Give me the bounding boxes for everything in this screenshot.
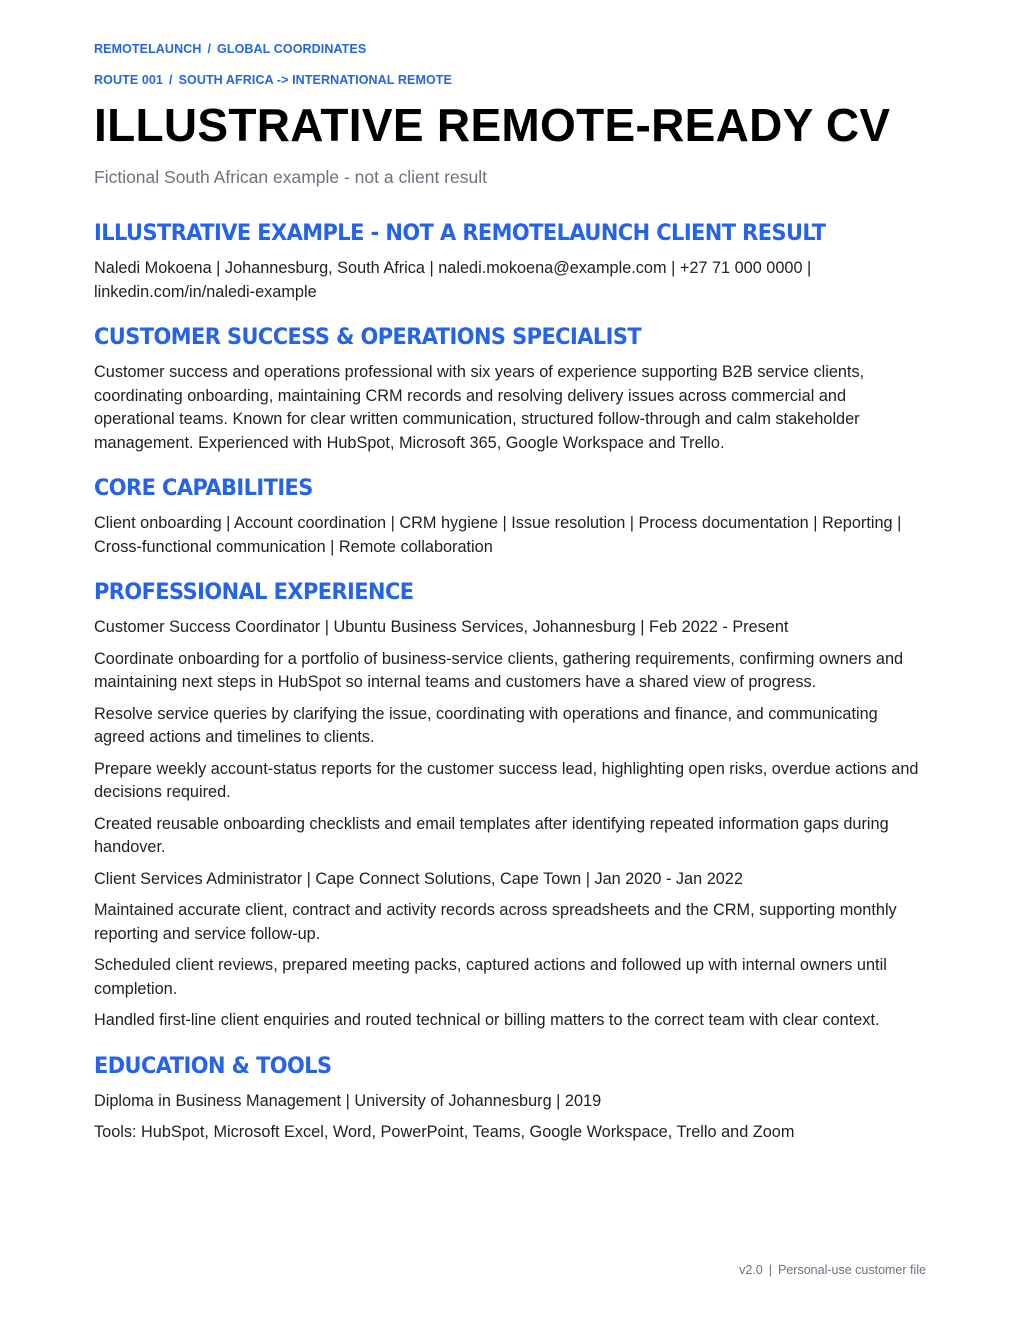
experience-bullet: Handled first-line client enquiries and routed technical or billing matters to the correct team with clear context. (94, 1011, 880, 1029)
job-title-line: Client Services Administrator | Cape Connect Solutions, Cape Town | Jan 2020 - Jan 2022 (94, 869, 743, 888)
profile-heading: CUSTOMER SUCCESS & OPERATIONS SPECIALIST (94, 324, 642, 350)
footer-separator: | (768, 1263, 773, 1277)
kicker-separator: / (207, 42, 212, 56)
experience-bullet: Resolve service queries by clarifying the issue, coordinating with operations and finance, and communicating agreed actions and timelines to clients. (94, 704, 878, 746)
version-label: v2.0 (739, 1263, 763, 1277)
profile-section (94, 322, 930, 455)
page-footer (739, 1263, 926, 1277)
page-title: ILLUSTRATIVE REMOTE-READY CV (94, 99, 891, 151)
profile-summary: Customer success and operations professional with six years of experience supporting B2B service clients, coordinating onboarding, maintaining CRM records and resolving delivery issues across commercial and operational teams. Known for clear written communication, structured follow-through and calm stakeholder management. Experienced with HubSpot, Microsoft 365, Google Workspace and Trello. (94, 363, 865, 452)
education-diploma: Diploma in Business Management | University of Johannesburg | 2019 (94, 1091, 602, 1110)
experience-bullet: Created reusable onboarding checklists and email templates after identifying repeated information gaps during handover. (94, 814, 889, 856)
notice-section (94, 218, 930, 304)
brand-name: REMOTELAUNCH (94, 42, 202, 56)
route-kicker (94, 73, 452, 87)
experience-heading: PROFESSIONAL EXPERIENCE (94, 579, 414, 605)
page-subtitle: Fictional South African example - not a client result (94, 167, 487, 187)
education-heading: EDUCATION & TOOLS (94, 1052, 332, 1079)
education-section (94, 1051, 930, 1145)
experience-bullet: Scheduled client reviews, prepared meeting packs, captured actions and followed up with internal owners until completion. (94, 956, 887, 998)
notice-heading: ILLUSTRATIVE EXAMPLE - NOT A REMOTELAUNCH CLIENT RESULT (94, 220, 826, 246)
tools-line: Tools: HubSpot, Microsoft Excel, Word, PowerPoint, Teams, Google Workspace, Trello and Zoom (94, 1123, 795, 1141)
experience-bullet: Maintained accurate client, contract and activity records across spreadsheets and the CRM, supporting monthly reporting and service follow-up. (94, 901, 897, 943)
experience-bullet: Coordinate onboarding for a portfolio of business-service clients, gathering requirements, confirming owners and maintaining next steps in HubSpot so internal teams and customers have a shared view of progress. (94, 649, 904, 691)
cv-content (94, 218, 930, 1163)
job-title-line: Customer Success Coordinator | Ubuntu Business Services, Johannesburg | Feb 2022 - Present (94, 618, 789, 636)
capabilities-list: Client onboarding | Account coordination | CRM hygiene | Issue resolution | Process documentation | Reporting | Cross-functional communication | Remote collaboration (94, 514, 902, 556)
route-description: SOUTH AFRICA -> INTERNATIONAL REMOTE (178, 73, 452, 87)
contact-line: Naledi Mokoena | Johannesburg, South Africa | naledi.mokoena@example.com | +27 71 000 0000 | linkedin.com/in/naledi-example (94, 259, 812, 301)
brand-kicker (94, 42, 366, 56)
capabilities-heading: CORE CAPABILITIES (94, 475, 313, 501)
brand-tagline: GLOBAL COORDINATES (217, 42, 367, 56)
experience-bullet: Prepare weekly account-status reports for the customer success lead, highlighting open risks, overdue actions and decisions required. (94, 759, 919, 801)
capabilities-section (94, 473, 930, 559)
kicker-separator: / (168, 73, 173, 87)
experience-section (94, 577, 930, 1033)
route-number: ROUTE 001 (94, 73, 163, 87)
footer-note: Personal-use customer file (778, 1263, 926, 1277)
